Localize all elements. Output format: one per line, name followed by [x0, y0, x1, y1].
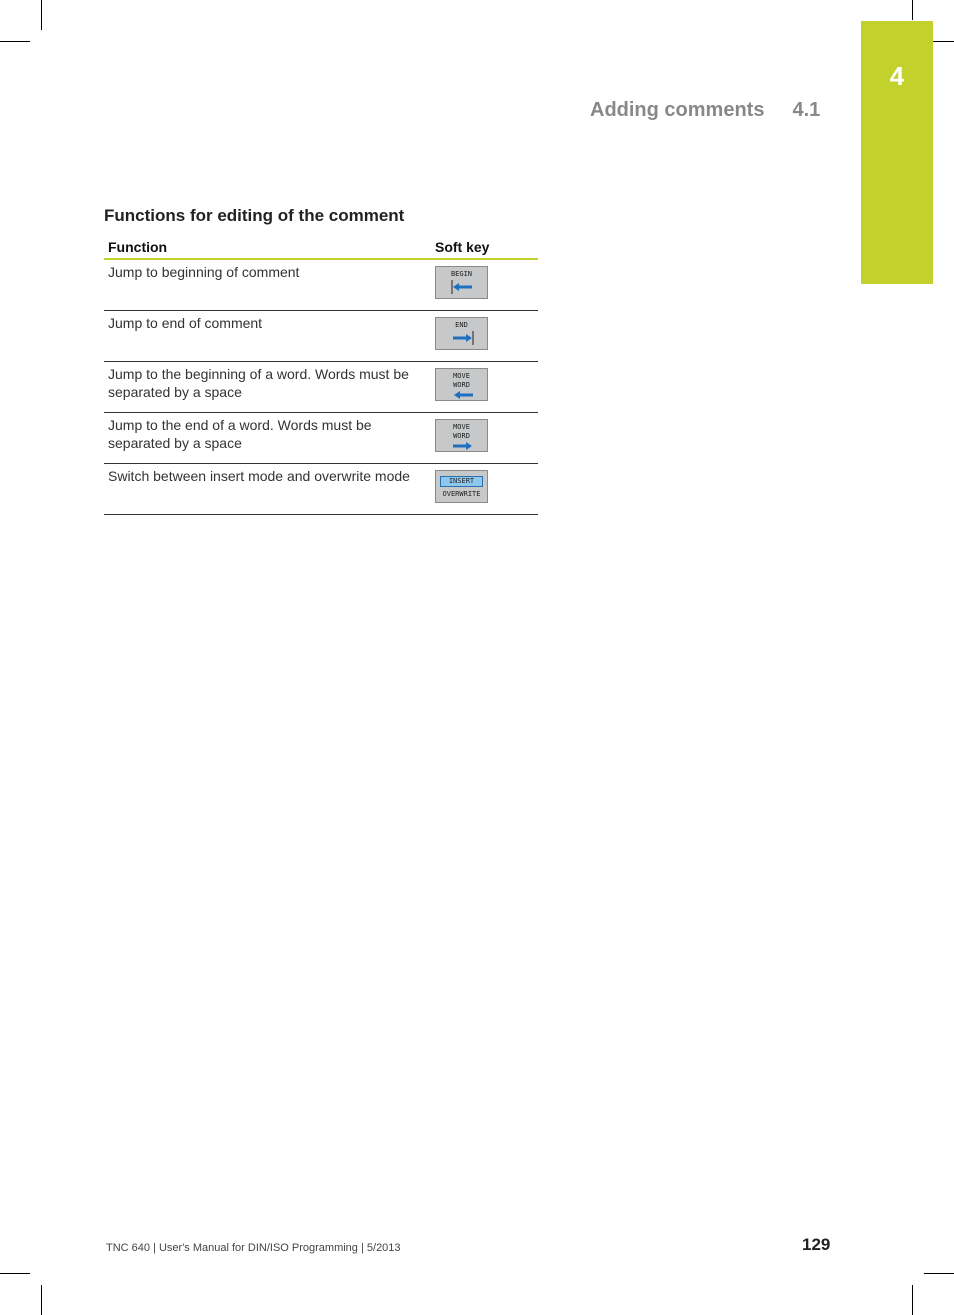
- crop-mark: [0, 41, 30, 42]
- footer-text: TNC 640 | User's Manual for DIN/ISO Programming | 5/2013: [106, 1242, 401, 1254]
- table-row: [104, 464, 538, 515]
- function-cell: Jump to beginning of comment: [104, 259, 431, 311]
- crop-mark: [912, 1285, 913, 1315]
- table-row: [104, 413, 538, 464]
- table-row: [104, 311, 538, 362]
- function-cell: Jump to the end of a word. Words must be separated by a space: [104, 413, 431, 464]
- softkey-cell: [431, 464, 538, 515]
- crop-mark: [41, 1285, 42, 1315]
- function-cell: Jump to the beginning of a word. Words must be separated by a space: [104, 362, 431, 413]
- running-head-title: Adding comments: [590, 99, 765, 121]
- function-table: [104, 234, 538, 515]
- softkey-label: WORD: [453, 432, 470, 440]
- page-number: 129: [802, 1235, 831, 1254]
- softkey-move-word-left[interactable]: [435, 368, 488, 401]
- running-head: [590, 99, 820, 122]
- chapter-number: 4: [889, 61, 905, 91]
- crop-mark: [924, 1273, 954, 1274]
- softkey-label-overwrite: OVERWRITE: [442, 490, 481, 498]
- table-header-row: [104, 234, 538, 259]
- softkey-label-insert: INSERT: [440, 476, 483, 487]
- softkey-insert-overwrite[interactable]: [435, 470, 488, 503]
- table-row: [104, 362, 538, 413]
- softkey-cell: [431, 362, 538, 413]
- crop-mark: [41, 0, 42, 30]
- function-cell: Switch between insert mode and overwrite mode: [104, 464, 431, 515]
- softkey-move-word-right[interactable]: [435, 419, 488, 452]
- crop-mark: [0, 1273, 30, 1274]
- softkey-end[interactable]: [435, 317, 488, 350]
- table-row: [104, 259, 538, 311]
- arrow-right-bar-icon: [436, 318, 489, 351]
- softkey-label: MOVE: [453, 372, 470, 380]
- arrow-left-bar-icon: [436, 267, 489, 300]
- section-title: Functions for editing of the comment: [104, 206, 405, 225]
- arrow-right-icon: [436, 420, 489, 453]
- softkey-cell: [431, 311, 538, 362]
- softkey-label: WORD: [453, 381, 470, 389]
- header-softkey: Soft key: [431, 234, 538, 259]
- running-head-section: 4.1: [792, 99, 821, 121]
- header-function: Function: [104, 234, 431, 259]
- function-cell: Jump to end of comment: [104, 311, 431, 362]
- softkey-label: BEGIN: [450, 270, 473, 278]
- crop-mark: [912, 0, 913, 20]
- softkey-cell: [431, 413, 538, 464]
- softkey-label: MOVE: [453, 423, 470, 431]
- chapter-tab: [861, 21, 933, 284]
- arrow-left-icon: [436, 369, 489, 402]
- softkey-begin[interactable]: [435, 266, 488, 299]
- softkey-label: END: [455, 321, 468, 329]
- softkey-cell: [431, 259, 538, 311]
